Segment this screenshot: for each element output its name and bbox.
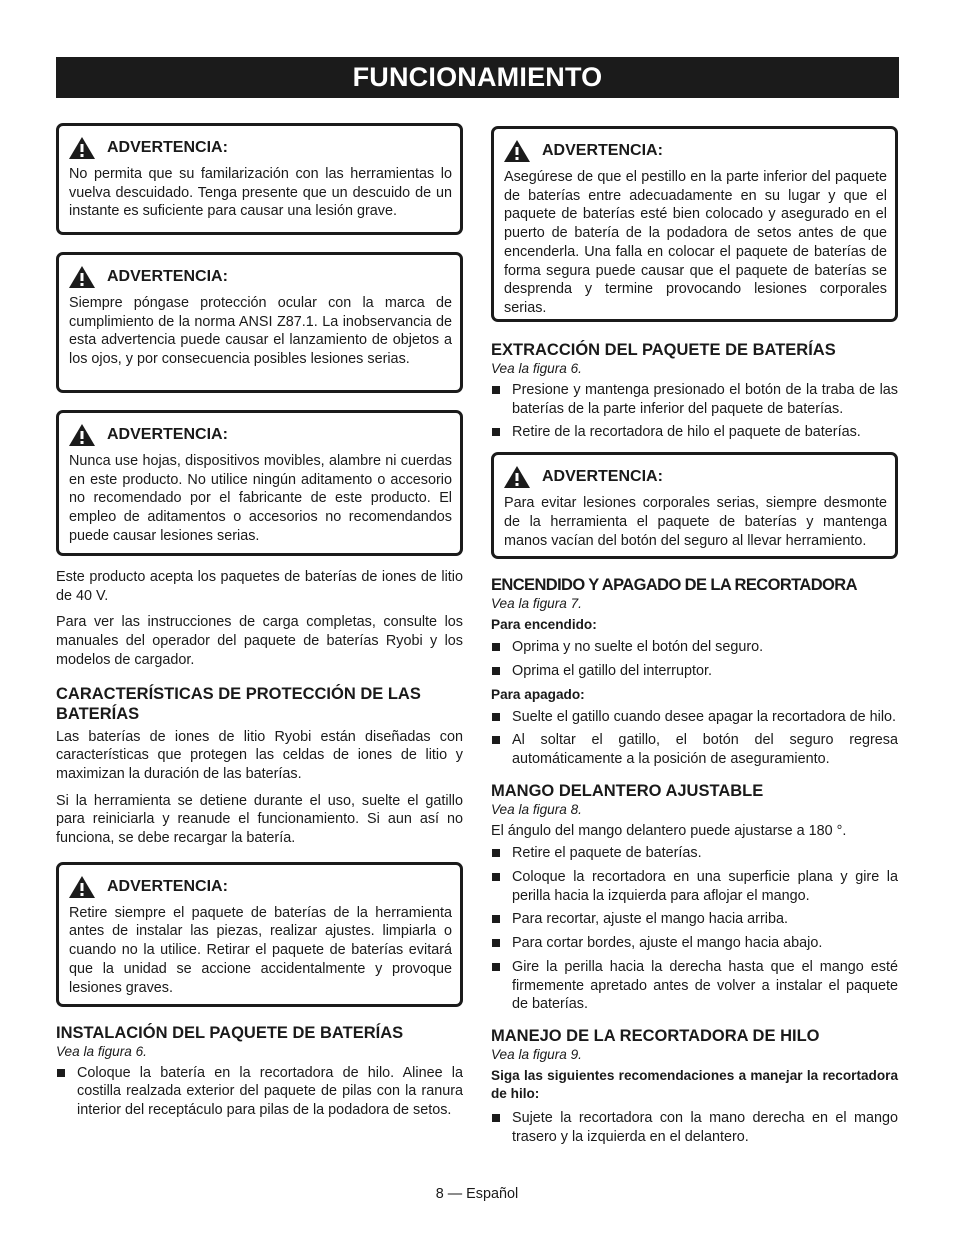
left-column [56, 123, 463, 1125]
warning-icon [503, 465, 531, 489]
list-item: Oprima y no suelte el botón del seguro. [491, 638, 898, 657]
section-heading: INSTALACIÓN DEL PAQUETE DE BATERÍAS [56, 1023, 404, 1042]
warning-icon [68, 875, 96, 899]
list-item: Coloque la recortadora en una superficie plana y gire la perilla hacia la izquierda para aflojar el mango. [491, 868, 898, 905]
warning-icon [68, 265, 96, 289]
paragraph: Si la herramienta se detiene durante el uso, suelte el gatillo para reiniciarla y reanude el funcionamiento. Si aun así no funciona, se debe recargar la batería. [56, 792, 463, 847]
list-item: Retire el paquete de baterías. [491, 844, 898, 863]
warning-text: Para evitar lesiones corporales serias, siempre desmonte de la herramienta el paquete de baterías y mantenga manos vacían del botón del seguro al llevar herramiento. [504, 495, 887, 549]
list-item: Gire la perilla hacia la derecha hasta que el mango esté firmemente apretado antes de volver a instalar el paquete de baterías. [491, 958, 898, 1014]
warning-title: ADVERTENCIA: [107, 877, 228, 895]
warning-box [56, 410, 463, 556]
subheading: Para encendido: [491, 617, 597, 633]
list-item: Sujete la recortadora con la mano derecha en el mango trasero y la izquierda en el delantero. [491, 1109, 898, 1146]
figure-reference: Vea la figura 7. [491, 596, 582, 612]
paragraph: Las baterías de iones de litio Ryobi están diseñadas con características que protegen las celdas de iones de litio y maximizan la duración de las baterías. [56, 728, 463, 782]
paragraph: Este producto acepta los paquetes de baterías de iones de litio de 40 V. [56, 569, 463, 604]
warning-title: ADVERTENCIA: [542, 142, 663, 159]
list-item: Suelte el gatillo cuando desee apagar la recortadora de hilo. [491, 708, 898, 727]
warning-title: ADVERTENCIA: [107, 139, 228, 156]
warning-text: Siempre póngase protección ocular con la marca de cumplimiento de la norma ANSI Z87.1. La inobservancia de esta advertencia puede causar el lanzamiento de objetos a los ojos, y por consecuencia posibles lesiones serias. [69, 295, 452, 368]
list-item: Retire de la recortadora de hilo el paquete de baterías. [491, 423, 898, 442]
warning-box [491, 126, 898, 322]
section-heading: ENCENDIDO Y APAGADO DE LA RECORTADORA [491, 576, 857, 595]
warning-icon [68, 423, 96, 447]
figure-reference: Vea la figura 8. [491, 801, 582, 817]
warning-title: ADVERTENCIA: [107, 268, 228, 285]
right-column [491, 126, 898, 1151]
warning-title: ADVERTENCIA: [542, 468, 663, 486]
page-footer: 8 — Español [435, 1186, 519, 1202]
paragraph: El ángulo del mango delantero puede ajustarse a 180 °. [491, 822, 847, 839]
section-heading: MANGO DELANTERO AJUSTABLE [491, 781, 764, 800]
figure-reference: Vea la figura 9. [491, 1046, 582, 1062]
list-item: Al soltar el gatillo, el botón del seguro regresa automáticamente a la posición de aseguramiento. [491, 731, 898, 768]
warning-box [491, 452, 898, 559]
section-heading: MANEJO DE LA RECORTADORA DE HILO [491, 1026, 820, 1045]
warning-box [56, 862, 463, 1007]
section-heading: EXTRACCIÓN DEL PAQUETE DE BATERÍAS [491, 341, 836, 359]
subheading: Para apagado: [491, 686, 585, 702]
bold-paragraph: Siga las siguientes recomendaciones a manejar la recortadora de hilo: [491, 1067, 898, 1101]
paragraph: Para ver las instrucciones de carga completas, consulte los manuales del operador del paquete de baterías Ryobi y los modelos de cargador. [56, 614, 463, 668]
page-title: FUNCIONAMIENTO [56, 57, 899, 98]
warning-text: Asegúrese de que el pestillo en la parte inferior del paquete de baterías entre adecuadamente en su lugar y que el paquete de baterías esté bien colocado y asegurado en el puerto de batería de la podadora de setos antes de que encenderla. Una falla en colocar el paquete de baterías de forma segura puede causar que el paquete de baterías se desprenda y termine provocando lesiones corporales serias. [504, 169, 887, 316]
list-item: Presione y mantenga presionado el botón de la traba de las baterías de la parte inferior del paquete de baterías. [491, 381, 898, 418]
list-item: Para recortar, ajuste el mango hacia arriba. [491, 910, 898, 929]
warning-title: ADVERTENCIA: [107, 426, 228, 443]
list-item: Para cortar bordes, ajuste el mango hacia abajo. [491, 934, 898, 953]
warning-icon [68, 136, 96, 160]
list-item: Coloque la batería en la recortadora de hilo. Alinee la costilla realzada exterior del paquete de pilas con la ranura interior del receptáculo para pilas de la podadora de setos. [56, 1064, 463, 1120]
warning-box [56, 123, 463, 235]
warning-icon [503, 139, 531, 163]
section-heading: CARACTERÍSTICAS DE PROTECCIÓN DE LAS BATERÍAS [56, 684, 421, 723]
list-item: Oprima el gatillo del interruptor. [491, 662, 898, 681]
warning-box [56, 252, 463, 393]
figure-reference: Vea la figura 6. [491, 361, 582, 376]
warning-text: No permita que su familarización con las herramientas lo vuelva descuidado. Tenga presente que un descuido de un instante es suficiente para causar una lesión grave. [69, 166, 452, 220]
warning-text: Nunca use hojas, dispositivos movibles, alambre ni cuerdas en este producto. No utilice ningún aditamento o accesorio no recomendado por el fabricante de este producto. El empleo de aditamentos o accesorios no recomendandos puede causar lesiones serias. [69, 453, 452, 544]
warning-text: Retire siempre el paquete de baterías de la herramienta antes de instalar las piezas, realizar ajustes. limpiarla o cuando no la utilice. Retirar el paquete de baterías evitará que la unidad se accione accidentalmente y provoque lesiones graves. [69, 904, 452, 996]
figure-reference: Vea la figura 6. [56, 1043, 147, 1059]
